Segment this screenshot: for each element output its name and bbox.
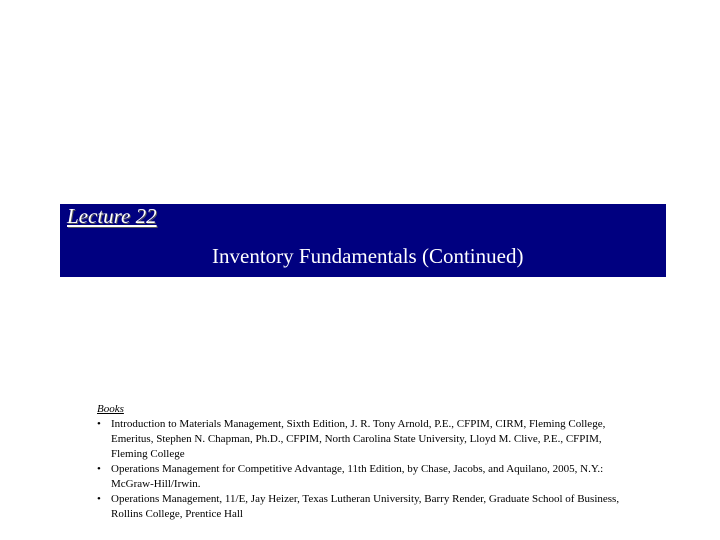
bullet-icon: • [97, 418, 101, 430]
bullet-icon: • [97, 463, 101, 475]
book-reference: Operations Management, 11/E, Jay Heizer, Texas Lutheran University, Barry Render, Graduate School of Business, Rollins College, Prentice Hall [111, 493, 620, 520]
book-reference: Introduction to Materials Management, Sixth Edition, J. R. Tony Arnold, P.E., CFPIM, CIRM, Fleming College, Emeritus, Stephen N. Chapman, Ph.D., CFPIM, North Carolina State University, Lloyd M. Clive, P.E., CFPIM, Fleming College [111, 418, 606, 460]
list-item [97, 492, 637, 522]
slide-subtitle: Inventory Fundamentals (Continued) [212, 244, 524, 268]
books-section [97, 402, 637, 522]
list-item [97, 462, 637, 492]
books-heading: Books [97, 403, 124, 415]
book-list [97, 417, 637, 522]
title-band [60, 204, 666, 277]
bullet-icon: • [97, 493, 101, 505]
lecture-title: Lecture 22 [67, 204, 157, 228]
list-item [97, 417, 637, 462]
book-reference: Operations Management for Competitive Advantage, 11th Edition, by Chase, Jacobs, and Aquilano, 2005, N.Y.: McGraw-Hill/Irwin. [111, 463, 604, 490]
